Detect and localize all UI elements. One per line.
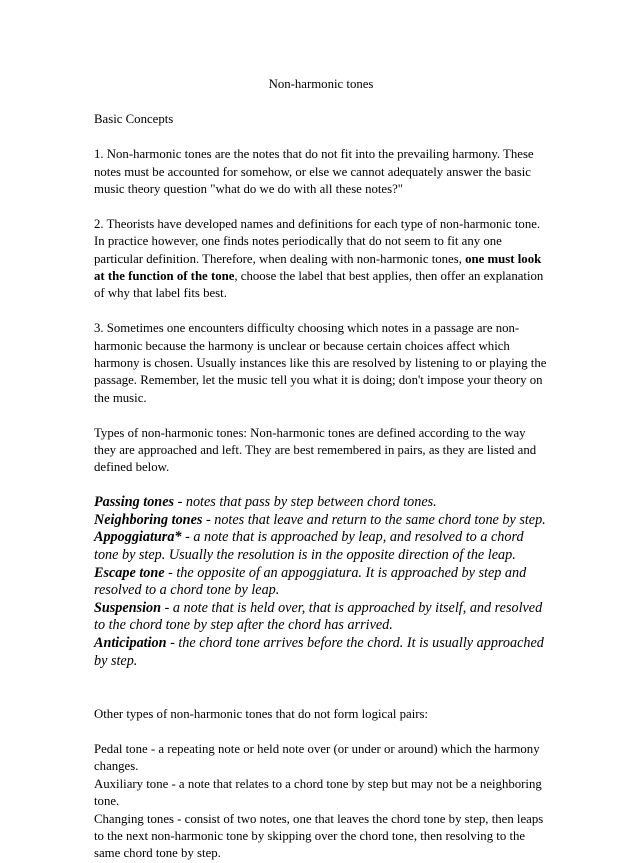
other-type-item: Changing tones - consist of two notes, one that leaves the chord tone by step, then leaps to the next non-harmonic tone by skipping over the chord tone, then resolving to the same chord tone by step. bbox=[94, 811, 544, 861]
definition-item bbox=[94, 529, 548, 564]
definition-text: - notes that leave and return to the same chord tone by step. bbox=[202, 511, 546, 528]
definition-text: - the opposite of an appoggiatura. It is approached by step and resolved to a chord tone by leap. bbox=[94, 564, 527, 599]
other-types-intro: Other types of non-harmonic tones that do not form logical pairs: bbox=[94, 707, 429, 722]
paragraph-2 bbox=[94, 216, 548, 303]
paragraph-2-tail: , choose the label that best applies, then offer an explanation of why that label fits best. bbox=[94, 269, 544, 301]
definition-term: Anticipation bbox=[94, 635, 167, 652]
section-heading: Basic Concepts bbox=[94, 112, 174, 127]
definition-item bbox=[94, 494, 548, 512]
definition-term: Suspension bbox=[94, 599, 162, 616]
paragraph-3: 3. Sometimes one encounters difficulty choosing which notes in a passage are non-harmonic because the harmony is unclear or because certain choices affect which harmony is chosen. Usually instances like this are resolved by listening to or playing the passage. Remember, let the music tell you what it is doing; don't impose your theory on the music. bbox=[94, 321, 547, 405]
other-type-item: Pedal tone - a repeating note or held note over (or under or around) which the harmony changes. bbox=[94, 742, 540, 774]
definition-text: - the chord tone arrives before the chord. It is usually approached by step. bbox=[94, 635, 544, 669]
definition-item bbox=[94, 565, 548, 600]
definition-text: - a note that is held over, that is approached by itself, and resolved to the chord tone by step after the chord has arrived. bbox=[94, 599, 543, 634]
paragraph-2-emphasis: one must look at the function of the tone bbox=[94, 251, 542, 284]
definition-term: Neighboring tones bbox=[94, 511, 203, 528]
definition-item bbox=[94, 635, 548, 670]
paragraph-2-text: 2. Theorists have developed names and definitions for each type of non-harmonic tone. In practice however, one finds notes periodically that do not seem to fit any one particular definition. Therefore, when dealing with non-harmonic tones, bbox=[94, 216, 541, 266]
definition-item bbox=[94, 600, 548, 635]
page-title: Non-harmonic tones bbox=[268, 77, 374, 91]
other-types-list bbox=[94, 741, 548, 863]
types-intro: Types of non-harmonic tones: Non-harmonic tones are defined according to the way they are approached and left. They are best remembered in pairs, as they are listed and defined below. bbox=[94, 425, 537, 475]
other-type-item: Auxiliary tone - a note that relates to a chord tone by step but may not be a neighboring tone. bbox=[94, 776, 542, 809]
definition-list bbox=[94, 494, 548, 670]
definition-text: - notes that pass by step between chord tones. bbox=[174, 494, 437, 511]
definition-term: Escape tone bbox=[94, 564, 165, 581]
definition-item bbox=[94, 512, 548, 530]
definition-term: Appoggiatura* bbox=[94, 529, 182, 546]
definition-text: - a note that is approached by leap, and resolved to a chord tone by step. Usually the resolution is in the opposite direction of the leap. bbox=[94, 529, 524, 564]
paragraph-1: 1. Non-harmonic tones are the notes that do not fit into the prevailing harmony. These notes must be accounted for somehow, or else we cannot adequately answer the basic music theory question "what do we do with all these notes?" bbox=[94, 147, 534, 197]
definition-term: Passing tones bbox=[94, 494, 175, 511]
